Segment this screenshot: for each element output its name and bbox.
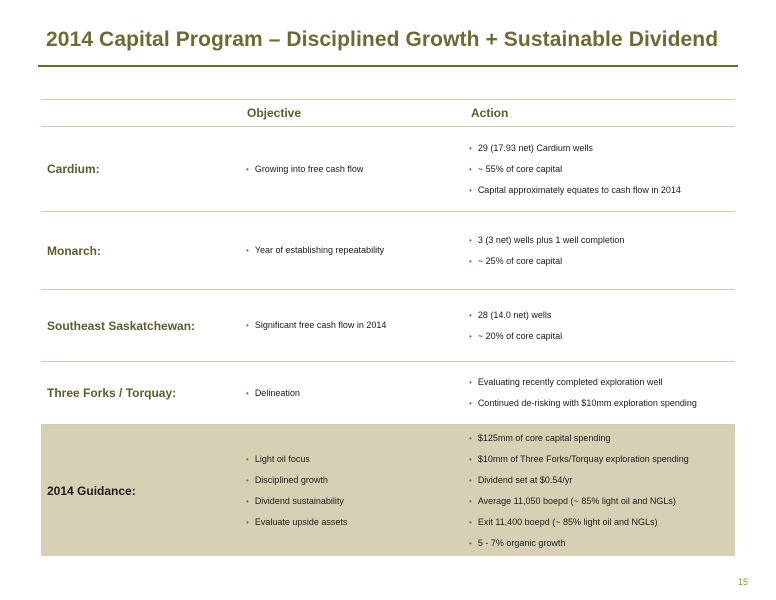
action-cell-cardium xyxy=(469,127,731,211)
table-row-three-forks-torquay xyxy=(41,362,735,425)
row-label-cardium: Cardium: xyxy=(47,162,100,176)
objective-cell-cardium xyxy=(246,127,461,211)
objective-cell-2014-guidance xyxy=(246,425,461,556)
objective-item: • Evaluate upside assets xyxy=(246,512,461,533)
row-label-three-forks-torquay: Three Forks / Torquay: xyxy=(47,386,177,400)
action-item: • $10mm of Three Forks/Torquay exploration spending xyxy=(469,449,731,470)
row-label-2014-guidance: 2014 Guidance: xyxy=(47,483,136,498)
objective-cell-monarch xyxy=(246,212,461,289)
action-column-header: Action xyxy=(471,106,509,120)
page-title: 2014 Capital Program – Disciplined Growth + Sustainable Dividend xyxy=(46,28,719,51)
objective-item: • Growing into free cash flow xyxy=(246,159,461,180)
objective-item: • Delineation xyxy=(246,383,461,404)
table-row-cardium xyxy=(41,127,735,212)
action-item: • ~ 25% of core capital xyxy=(469,251,731,272)
action-item: • Dividend set at $0.54/yr xyxy=(469,470,731,491)
objective-cell-southeast-saskatchewan xyxy=(246,290,461,361)
objective-item: • Year of establishing repeatability xyxy=(246,240,461,261)
action-item: • 3 (3 net) wells plus 1 well completion xyxy=(469,230,731,251)
title-divider xyxy=(38,65,738,67)
objective-cell-three-forks-torquay xyxy=(246,362,461,424)
row-label-southeast-saskatchewan: Southeast Saskatchewan: xyxy=(47,318,196,333)
row-label-monarch: Monarch: xyxy=(47,243,101,258)
action-cell-monarch xyxy=(469,212,731,289)
objective-item: • Disciplined growth xyxy=(246,470,461,491)
table-header xyxy=(41,99,735,127)
action-item: • ~ 20% of core capital xyxy=(469,326,731,347)
action-item: • 5 - 7% organic growth xyxy=(469,533,731,554)
action-cell-2014-guidance xyxy=(469,425,731,556)
action-cell-three-forks-torquay xyxy=(469,362,731,424)
table-row-monarch xyxy=(41,212,735,290)
action-item: • ~ 55% of core capital xyxy=(469,159,731,180)
action-item: • Exit 11,400 boepd (~ 85% light oil and NGLs) xyxy=(469,512,731,533)
table-row-southeast-saskatchewan xyxy=(41,290,735,362)
objective-item: • Significant free cash flow in 2014 xyxy=(246,315,461,336)
capital-program-table xyxy=(41,99,735,556)
page-number: 15 xyxy=(737,577,748,587)
objective-column-header: Objective xyxy=(247,106,302,120)
action-item: • Evaluating recently completed exploration well xyxy=(469,372,731,393)
action-item: • $125mm of core capital spending xyxy=(469,428,731,449)
table-row-2014-guidance xyxy=(41,425,735,556)
action-item: • Capital approximately equates to cash flow in 2014 xyxy=(469,180,731,201)
action-item: • 29 (17.93 net) Cardium wells xyxy=(469,138,731,159)
action-item: • Continued de-risking with $10mm exploration spending xyxy=(469,393,731,414)
action-item: • 28 (14.0 net) wells xyxy=(469,305,731,326)
objective-item: • Light oil focus xyxy=(246,449,461,470)
action-cell-southeast-saskatchewan xyxy=(469,290,731,361)
action-item: • Average 11,050 boepd (~ 85% light oil and NGLs) xyxy=(469,491,731,512)
objective-item: • Dividend sustainability xyxy=(246,491,461,512)
